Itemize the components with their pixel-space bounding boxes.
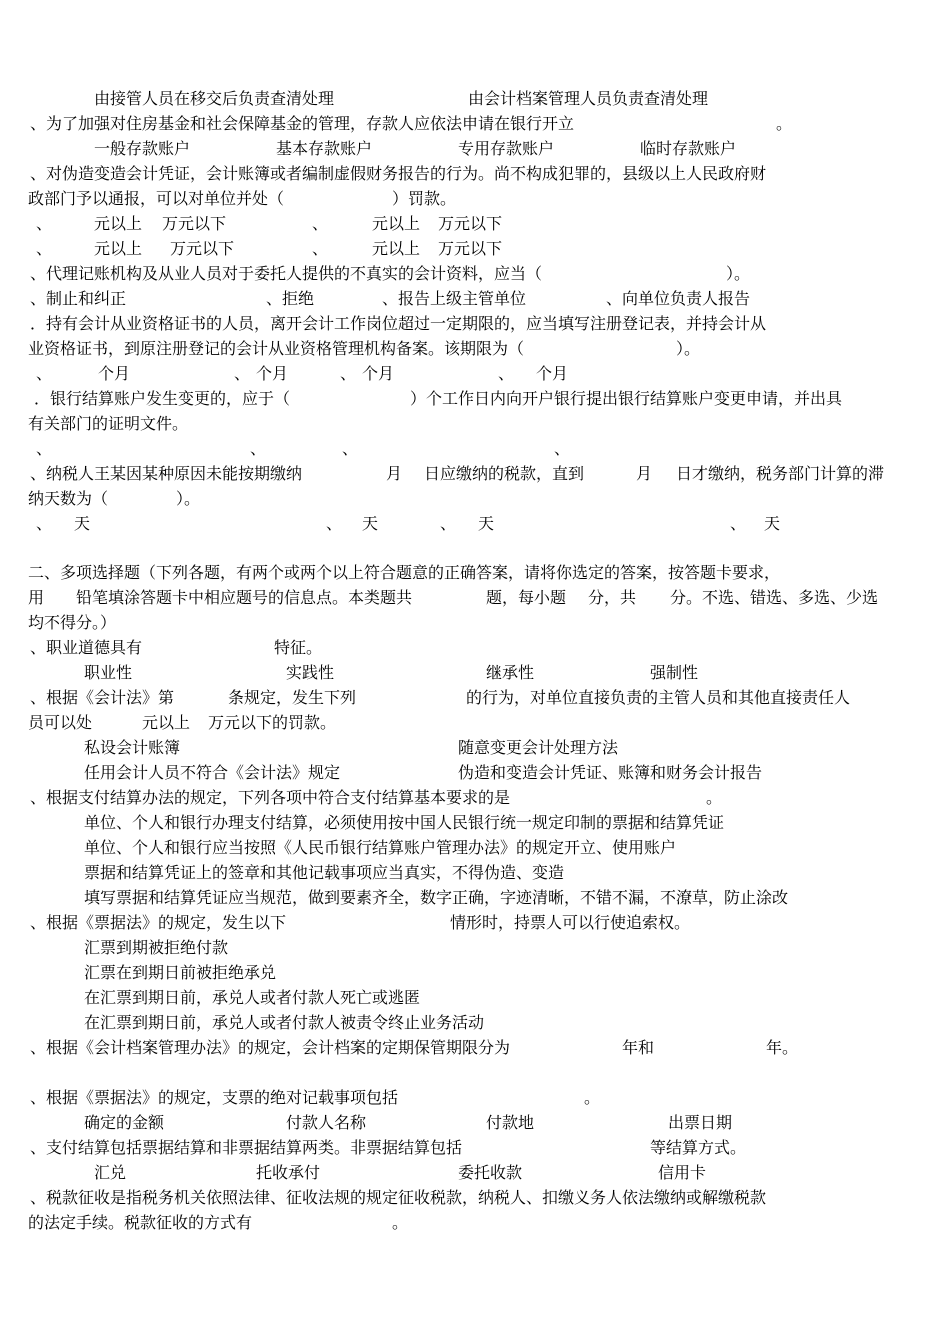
option-c: 票据和结算凭证上的签章和其他记载事项应当真实，不得伪造、变造 xyxy=(84,863,565,882)
option-c: 付款地 xyxy=(486,1113,535,1132)
question-options xyxy=(0,660,950,685)
question-stem: 、纳税人王某因某种原因未能按期缴纳 月 日应缴纳的税款，直到 月 日才缴纳，税务部门计算的滞 xyxy=(30,464,885,483)
option-a: 汇票到期被拒绝付款 xyxy=(84,938,229,957)
section-heading: 二、多项选择题（下列各题，有两个或两个以上符合题意的正确答案，请将你选定的答案，按答题卡要求， xyxy=(28,563,781,582)
question-stem: 、根据支付结算办法的规定，下列各项中符合支付结算基本要求的是 。 xyxy=(30,788,723,807)
option-c: 委托收款 xyxy=(458,1163,523,1182)
question-options xyxy=(0,136,950,161)
question-stem: 、根据《票据法》的规定，支票的绝对记载事项包括 。 xyxy=(30,1088,601,1107)
option-c: 由接管人员在移交后负责查清处理 xyxy=(94,89,335,108)
question-stem: 、对伪造变造会计凭证，会计账簿或者编制虚假财务报告的行为。尚不构成犯罪的，县级以上人民政府财 xyxy=(30,164,767,183)
question-option xyxy=(0,985,950,1010)
option-a: 汇兑 xyxy=(94,1163,127,1182)
option-c: 、报告上级主管单位 xyxy=(382,289,527,308)
option-b: 实践性 xyxy=(286,663,335,682)
option-c: 专用存款账户 xyxy=(458,139,555,158)
question-stem: 、根据《会计法》第 条规定，发生下列 的行为，对单位直接负责的主管人员和其他直接责任人 xyxy=(30,688,851,707)
option-a: 单位、个人和银行办理支付结算，必须使用按中国人民银行统一规定印制的票据和结算凭证 xyxy=(84,813,725,832)
option-c: 继承性 xyxy=(486,663,535,682)
option-d: 强制性 xyxy=(650,663,699,682)
option-d: 伪造和变造会计凭证、账簿和财务会计报告 xyxy=(458,763,763,782)
section-instructions: 用 铅笔填涂答题卡中相应题号的信息点。本类题共 题，每小题 分，共 分。不选、错选、多选、少选 xyxy=(28,588,879,607)
option-b: 托收承付 xyxy=(256,1163,321,1182)
option-a: 私设会计账簿 xyxy=(84,738,181,757)
question-options: 、 天 、 天 、 天 、 天 xyxy=(36,514,781,533)
option-c: 在汇票到期日前，承兑人或者付款人死亡或逃匿 xyxy=(84,988,421,1007)
prev-question-options xyxy=(0,86,950,111)
question-stem: 、代理记账机构及从业人员对于委托人提供的不真实的会计资料，应当（ ）。 xyxy=(30,264,751,283)
option-d: 临时存款账户 xyxy=(640,139,737,158)
question-options: 、 、 、 、 xyxy=(36,439,571,458)
option-a: 一般存款账户 xyxy=(94,139,191,158)
option-a: 、制止和纠正 xyxy=(30,289,127,308)
question-options: 、 元以上 万元以下 、 元以上 万元以下 xyxy=(36,214,503,233)
question-stem-cont: 员可以处 元以上 万元以下的罚款。 xyxy=(28,713,337,732)
question-stem: ．银行结算账户发生变更的，应于（ ）个工作日内向开户银行提出银行结算账户变更申请，并出具 xyxy=(34,389,843,408)
question-option xyxy=(0,860,950,885)
question-stem: 、根据《会计档案管理办法》的规定，会计档案的定期保管期限分为 年和 年。 xyxy=(30,1038,799,1057)
question-options xyxy=(0,286,950,311)
question-stem-cont: 有关部门的证明文件。 xyxy=(28,414,189,433)
question-stem-cont: 纳天数为（ ）。 xyxy=(28,489,201,508)
option-c: 任用会计人员不符合《会计法》规定 xyxy=(84,763,341,782)
option-d: 信用卡 xyxy=(658,1163,707,1182)
option-d: 出票日期 xyxy=(668,1113,733,1132)
option-b: 汇票在到期日前被拒绝承兑 xyxy=(84,963,277,982)
question-options: 、 元以上 万元以下 、 元以上 万元以下 xyxy=(36,239,503,258)
question-stem-cont: 的法定手续。税款征收的方式有 。 xyxy=(28,1213,409,1232)
question-stem: 、根据《票据法》的规定，发生以下 情形时，持票人可以行使追索权。 xyxy=(30,913,691,932)
option-d: 、向单位负责人报告 xyxy=(606,289,751,308)
question-stem: 、税款征收是指税务机关依照法律、征收法规的规定征收税款，纳税人、扣缴义务人依法缴纳或解缴税款 xyxy=(30,1188,767,1207)
question-stem: 、支付结算包括票据结算和非票据结算两类。非票据结算包括 等结算方式。 xyxy=(30,1138,747,1157)
question-option xyxy=(0,810,950,835)
option-d: 填写票据和结算凭证应当规范，做到要素齐全，数字正确，字迹清晰，不错不漏，不潦草，防止涂改 xyxy=(84,888,789,907)
question-options xyxy=(0,760,950,785)
question-stem: 、为了加强对住房基金和社会保障基金的管理，存款人应依法申请在银行开立 。 xyxy=(30,114,793,133)
option-a: 确定的金额 xyxy=(84,1113,165,1132)
question-stem-cont: 业资格证书，到原注册登记的会计从业资格管理机构备案。该期限为（ ）。 xyxy=(28,339,701,358)
option-b: 、拒绝 xyxy=(266,289,315,308)
option-a: 职业性 xyxy=(84,663,133,682)
question-stem: 、职业道德具有 特征。 xyxy=(30,638,323,657)
question-options xyxy=(0,1110,950,1135)
option-b: 随意变更会计处理方法 xyxy=(458,738,619,757)
question-options: 、 个月 、 个月 、 个月 、 个月 xyxy=(36,364,569,383)
question-options xyxy=(0,1160,950,1185)
question-option xyxy=(0,960,950,985)
option-d: 在汇票到期日前，承兑人或者付款人被责令终止业务活动 xyxy=(84,1013,485,1032)
question-option xyxy=(0,835,950,860)
question-stem: ．持有会计从业资格证书的人员，离开会计工作岗位超过一定期限的，应当填写注册登记表，并持会计从 xyxy=(30,314,767,333)
option-d: 由会计档案管理人员负责查清处理 xyxy=(468,89,709,108)
question-option xyxy=(0,935,950,960)
question-option xyxy=(0,1010,950,1035)
option-b: 基本存款账户 xyxy=(276,139,373,158)
question-stem-cont: 政部门予以通报，可以对单位并处（ ）罚款。 xyxy=(28,189,457,208)
section-instructions-cont: 均不得分。） xyxy=(28,613,117,632)
question-option xyxy=(0,885,950,910)
question-options xyxy=(0,735,950,760)
option-b: 付款人名称 xyxy=(286,1113,367,1132)
option-b: 单位、个人和银行应当按照《人民币银行结算账户管理办法》的规定开立、使用账户 xyxy=(84,838,677,857)
